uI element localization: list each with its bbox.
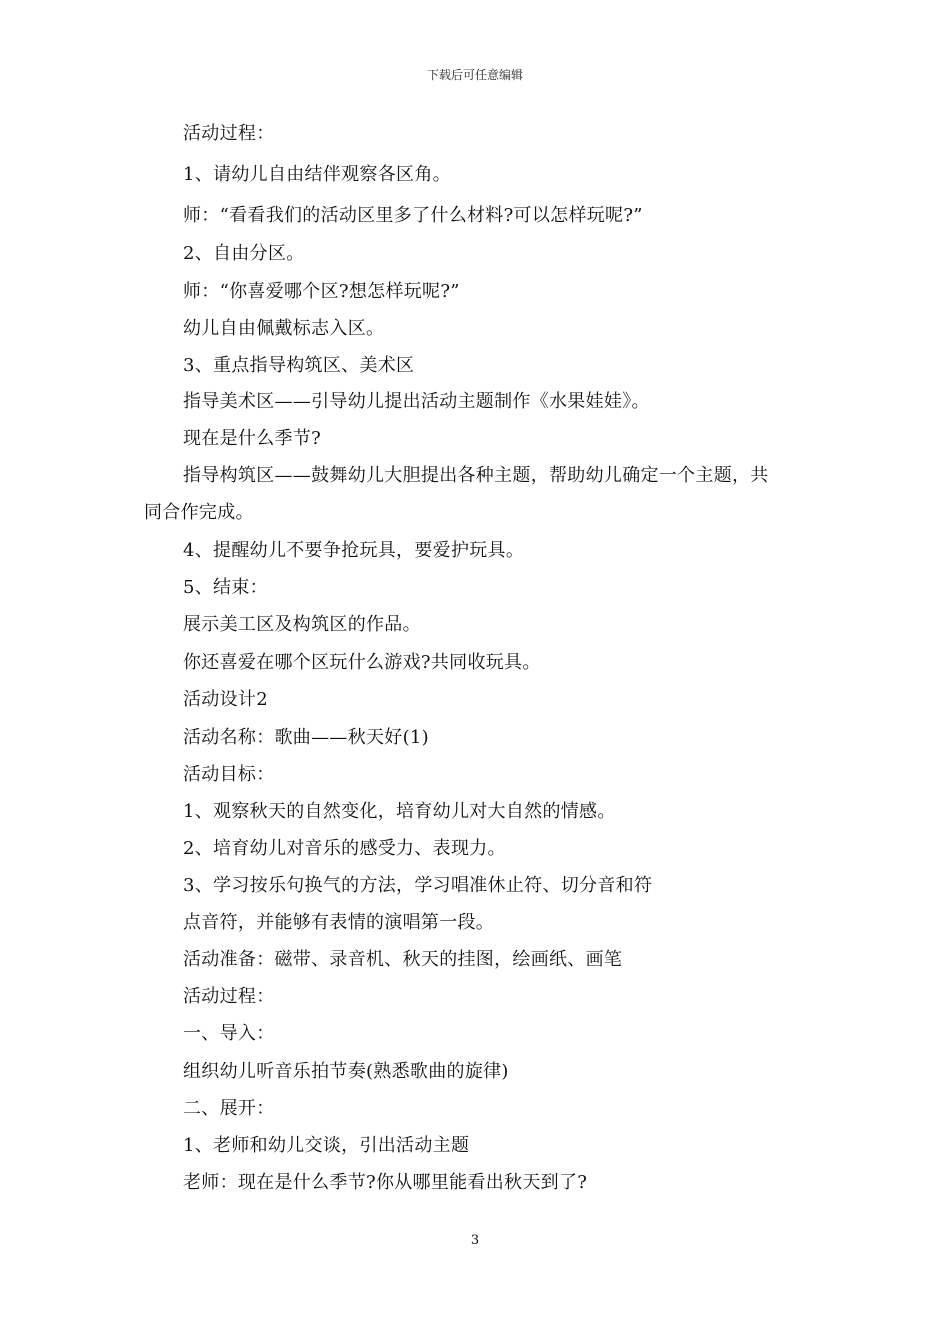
paragraph-line: 一、导入： bbox=[183, 1023, 275, 1044]
paragraph-line: 活动目标： bbox=[183, 764, 275, 785]
paragraph-line: 现在是什么季节? bbox=[183, 428, 322, 449]
paragraph-line: 二、展开： bbox=[183, 1098, 275, 1119]
paragraph-line: 活动过程： bbox=[183, 986, 275, 1007]
paragraph-line: 1、观察秋天的自然变化，培育幼儿对大自然的情感。 bbox=[183, 801, 616, 822]
paragraph-line: 展示美工区及构筑区的作品。 bbox=[183, 614, 421, 635]
page-number: 3 bbox=[470, 1233, 480, 1248]
paragraph-line: 师：“看看我们的活动区里多了什么材料?可以怎样玩呢?” bbox=[183, 205, 643, 226]
paragraph-line: 点音符，并能够有表情的演唱第一段。 bbox=[183, 912, 495, 933]
paragraph-line: 指导美术区——引导幼儿提出活动主题制作《水果娃娃》。 bbox=[183, 391, 650, 412]
paragraph-line: 指导构筑区——鼓舞幼儿大胆提出各种主题，帮助幼儿确定一个主题，共 bbox=[183, 465, 769, 486]
paragraph-line: 活动准备：磁带、录音机、秋天的挂图，绘画纸、画笔 bbox=[183, 949, 623, 970]
paragraph-line: 你还喜爱在哪个区玩什么游戏?共同收玩具。 bbox=[183, 652, 541, 673]
paragraph-line: 活动名称：歌曲——秋天好(1) bbox=[183, 727, 429, 748]
page-header: 下载后可任意编辑 bbox=[426, 68, 523, 82]
paragraph-line: 3、重点指导构筑区、美术区 bbox=[183, 355, 415, 376]
paragraph-line: 4、提醒幼儿不要争抢玩具，要爱护玩具。 bbox=[183, 540, 525, 561]
paragraph-line: 幼儿自由佩戴标志入区。 bbox=[183, 318, 385, 339]
paragraph-line: 5、结束： bbox=[183, 577, 268, 598]
paragraph-line: 1、请幼儿自由结伴观察各区角。 bbox=[183, 164, 451, 185]
paragraph-line: 2、自由分区。 bbox=[183, 243, 305, 264]
paragraph-line: 3、学习按乐句换气的方法，学习唱准休止符、切分音和符 bbox=[183, 875, 653, 896]
paragraph-line: 组织幼儿听音乐拍节奏(熟悉歌曲的旋律) bbox=[183, 1061, 509, 1082]
paragraph-line: 2、培育幼儿对音乐的感受力、表现力。 bbox=[183, 838, 506, 859]
paragraph-line: 1、老师和幼儿交谈，引出活动主题 bbox=[183, 1135, 470, 1156]
paragraph-line: 师：“你喜爱哪个区?想怎样玩呢?” bbox=[183, 281, 460, 302]
paragraph-line: 老师：现在是什么季节?你从哪里能看出秋天到了? bbox=[183, 1172, 588, 1193]
paragraph-line: 活动设计2 bbox=[183, 689, 268, 710]
paragraph-line: 活动过程： bbox=[183, 123, 275, 144]
paragraph-line: 同合作完成。 bbox=[144, 502, 254, 523]
